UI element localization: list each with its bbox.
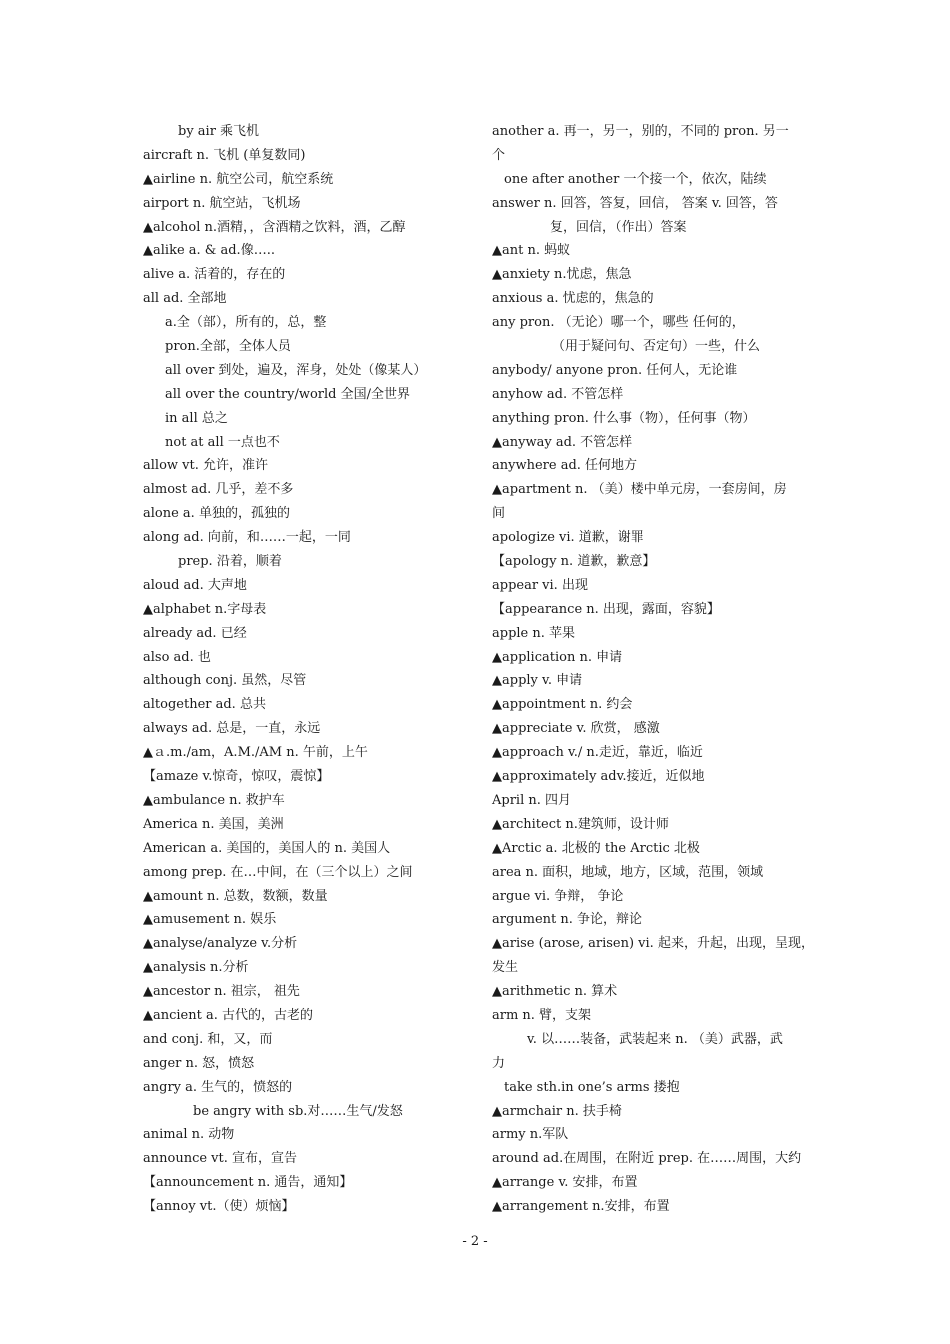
dictionary-entry-line: angry a. 生气的，愤怒的 (143, 1079, 293, 1095)
dictionary-entry-line: aloud ad. 大声地 (143, 577, 247, 593)
dictionary-entry-line: apologize vi. 道歉，谢罪 (492, 530, 644, 546)
dictionary-entry-line: ▲ancestor n. 祖宗， 祖先 (143, 984, 300, 1000)
dictionary-entry-line: army n.军队 (492, 1127, 569, 1143)
dictionary-entry-line: all ad. 全部地 (143, 291, 227, 307)
dictionary-entry-line: ▲apartment n. （美）楼中单元房，一套房间，房 (492, 482, 787, 498)
dictionary-entry-line: by air 乘飞机 (178, 124, 260, 139)
dictionary-entry-line: ▲alike a. & ad.像….. (143, 243, 275, 259)
dictionary-entry-line: any pron. （无论）哪一个，哪些 任何的， (492, 315, 745, 331)
dictionary-entry-line: always ad. 总是，一直，永远 (143, 721, 321, 737)
dictionary-entry-line: ▲architect n.建筑师，设计师 (492, 816, 669, 832)
dictionary-entry-line: ▲amount n. 总数，数额，数量 (143, 888, 328, 904)
dictionary-entry-line: among prep. 在…中间，在（三个以上）之间 (143, 864, 413, 880)
dictionary-entry-line: arm n. 臂，支架 (492, 1007, 592, 1023)
dictionary-entry-line: ▲amusement n. 娱乐 (143, 912, 277, 928)
dictionary-entry-line: take sth.in one’s arms 搂抱 (504, 1079, 680, 1095)
dictionary-entry-line: ▲anxiety n.忧虑，焦急 (492, 267, 632, 283)
dictionary-entry-line: ▲apply v. 申请 (492, 673, 583, 689)
dictionary-entry-line: one after another 一个接一个，依次，陆续 (504, 171, 767, 187)
dictionary-entry-line: ▲ant n. 蚂蚁 (492, 243, 571, 259)
dictionary-entry-line: answer n. 回答，答复，回信， 答案 v. 回答，答 (492, 195, 778, 211)
dictionary-entry-line: ▲alcohol n.酒精，，含酒精之饮料，酒，乙醇 (143, 219, 406, 235)
dictionary-entry-line: animal n. 动物 (143, 1127, 235, 1143)
dictionary-entry-line: anything pron. 什么事（物），任何事（物） (492, 410, 756, 426)
dictionary-entry-line: 个 (492, 147, 506, 163)
dictionary-entry-line: 【appearance n. 出现，露面，容貌】 (492, 601, 720, 617)
dictionary-entry-line: all over the country/world 全国/全世界 (165, 386, 411, 402)
dictionary-entry-line: another a. 再一，另一，别的，不同的 pron. 另一 (492, 124, 789, 139)
dictionary-entry-line: already ad. 已经 (143, 625, 247, 641)
dictionary-entry-line: 【announcement n. 通告，通知】 (143, 1175, 353, 1191)
dictionary-entry-line: also ad. 也 (143, 649, 211, 665)
dictionary-entry-line: announce vt. 宣布，宣告 (143, 1151, 298, 1167)
dictionary-entry-line: anyhow ad. 不管怎样 (492, 386, 624, 402)
dictionary-entry-line: alone a. 单独的，孤独的 (143, 506, 290, 522)
dictionary-entry-line: prep. 沿着，顺着 (178, 554, 282, 570)
dictionary-entry-line: v. 以……装备，武装起来 n. （美）武器，武 (527, 1031, 783, 1047)
dictionary-entry-line: altogether ad. 总共 (143, 697, 266, 713)
dictionary-entry-line: alive a. 活着的，存在的 (143, 267, 286, 283)
dictionary-entry-line: 发生 (492, 960, 519, 976)
dictionary-entry-line: anger n. 怒，愤怒 (143, 1055, 255, 1071)
dictionary-entry-line: ▲ancient a. 古代的，古老的 (143, 1007, 313, 1023)
dictionary-entry-line: ▲application n. 申请 (492, 649, 623, 665)
dictionary-entry-line: 【annoy vt.（使）烦恼】 (143, 1199, 295, 1215)
dictionary-entry-line: anxious a. 忧虑的，焦急的 (492, 291, 654, 307)
dictionary-entry-line: ▲anyway ad. 不管怎样 (492, 434, 633, 450)
dictionary-entry-line: in all 总之 (165, 410, 228, 426)
dictionary-entry-line: ▲appreciate v. 欣赏， 感激 (492, 721, 660, 737)
dictionary-entry-line: around ad.在周围，在附近 prep. 在……周围，大约 (492, 1151, 802, 1167)
dictionary-entry-line: ▲analysis n.分析 (143, 960, 249, 976)
dictionary-entry-line: ▲arrange v. 安排，布置 (492, 1175, 638, 1191)
dictionary-entry-line: anybody/ anyone pron. 任何人，无论谁 (492, 362, 738, 378)
dictionary-entry-line: ▲arithmetic n. 算术 (492, 984, 618, 1000)
dictionary-entry-line: airport n. 航空站，飞机场 (143, 195, 301, 211)
dictionary-entry-line: argument n. 争论，辩论 (492, 912, 643, 928)
dictionary-entry-line: 间 (492, 506, 506, 522)
dictionary-entry-line: allow vt. 允许，准许 (143, 458, 268, 474)
dictionary-entry-line: ▲arise (arose, arisen) vi. 起来，升起，出现，呈现， (492, 936, 814, 952)
dictionary-entry-line: April n. 四月 (492, 792, 572, 808)
dictionary-entry-line: ▲armchair n. 扶手椅 (492, 1103, 622, 1119)
dictionary-entry-line: ▲approximately adv.接近，近似地 (492, 769, 705, 785)
dictionary-entry-line: ▲airline n. 航空公司，航空系统 (143, 171, 334, 187)
dictionary-entry-line: ▲ａ.m./am，A.M./AM n. 午前，上午 (143, 745, 368, 761)
dictionary-entry-line: （用于疑问句、否定句）一些，什么 (552, 339, 761, 355)
dictionary-entry-line: ▲appointment n. 约会 (492, 697, 633, 713)
dictionary-entry-line: argue vi. 争辩， 争论 (492, 888, 624, 904)
dictionary-entry-line: 【amaze v.惊奇，惊叹，震惊】 (143, 769, 330, 785)
dictionary-entry-line: pron.全部，全体人员 (165, 339, 291, 355)
dictionary-entry-line: ▲arrangement n.安排，布置 (492, 1199, 670, 1215)
dictionary-entry-line: ▲Arctic a. 北极的 the Arctic 北极 (492, 840, 700, 856)
dictionary-entry-line: ▲approach v./ n.走近，靠近，临近 (492, 745, 703, 761)
dictionary-entry-line: be angry with sb.对……生气/发怒 (193, 1103, 403, 1119)
dictionary-entry-line: ▲ambulance n. 救护车 (143, 792, 285, 808)
page-number: - 2 - (462, 1234, 488, 1249)
left-column (143, 120, 453, 1219)
dictionary-entry-line: ▲analyse/analyze v.分析 (143, 936, 298, 952)
dictionary-entry-line: a.全（部），所有的，总，整 (165, 315, 327, 331)
dictionary-entry-line: 力 (492, 1055, 506, 1071)
dictionary-entry-line: appear vi. 出现 (492, 577, 588, 593)
dictionary-entry-line: not at all 一点也不 (165, 434, 280, 450)
dictionary-entry-line: almost ad. 几乎，差不多 (143, 482, 294, 498)
right-column (492, 120, 814, 1219)
dictionary-entry-line: 【apology n. 道歉，歉意】 (492, 554, 656, 570)
dictionary-entry-line: all over 到处，遍及，浑身，处处（像某人） (165, 362, 427, 378)
dictionary-entry-line: American a. 美国的，美国人的 n. 美国人 (143, 840, 391, 856)
dictionary-entry-line: ▲alphabet n.字母表 (143, 601, 267, 617)
dictionary-entry-line: area n. 面积，地域，地方，区域，范围，领域 (492, 864, 764, 880)
dictionary-entry-line: 复，回信，（作出）答案 (550, 219, 687, 235)
dictionary-entry-line: aircraft n. 飞机 (单复数同) (143, 147, 306, 163)
dictionary-entry-line: apple n. 苹果 (492, 625, 576, 641)
dictionary-entry-line: although conj. 虽然，尽管 (143, 673, 307, 689)
dictionary-entry-line: along ad. 向前，和……一起，一同 (143, 530, 351, 546)
dictionary-entry-line: America n. 美国，美洲 (143, 816, 284, 832)
dictionary-entry-line: anywhere ad. 任何地方 (492, 458, 638, 474)
dictionary-entry-line: and conj. 和，又，而 (143, 1031, 273, 1047)
